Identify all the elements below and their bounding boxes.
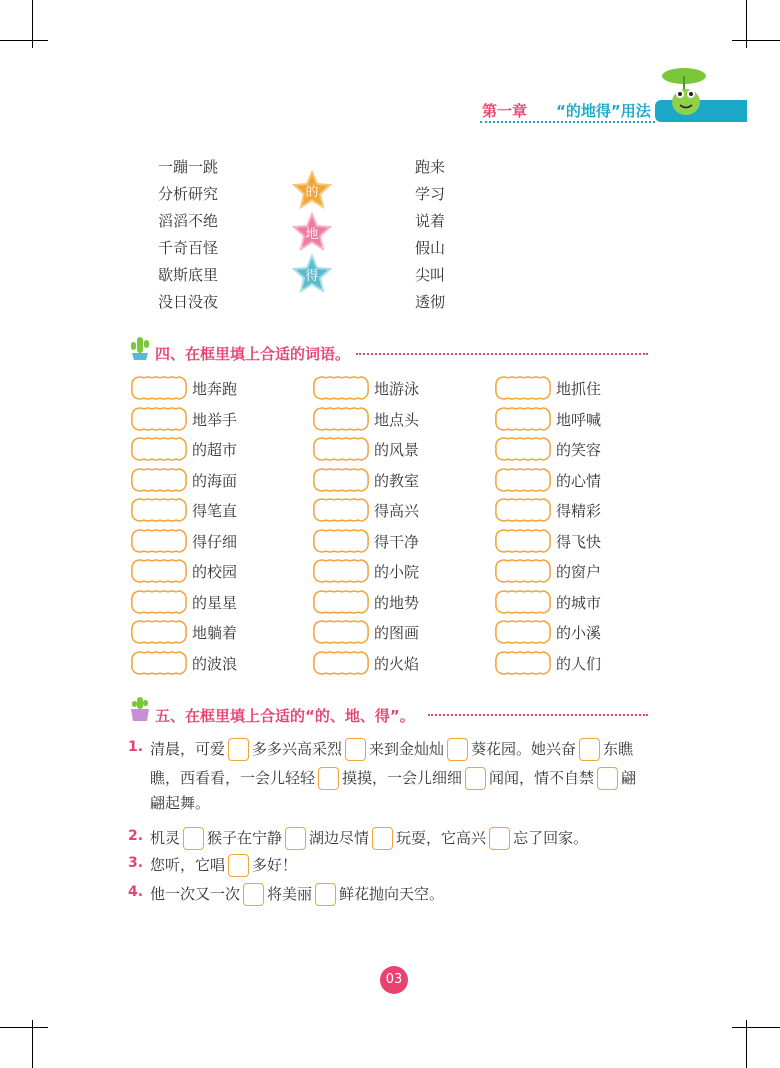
answer-blank[interactable] [183, 827, 204, 850]
match-right-word: 透彻 [415, 293, 446, 311]
crop-mark [32, 0, 33, 48]
answer-blank[interactable] [372, 827, 393, 850]
word-suffix: 的笑容 [556, 441, 602, 459]
answer-blank[interactable] [243, 883, 264, 906]
wavy-answer-box[interactable] [130, 437, 188, 461]
wavy-answer-box[interactable] [494, 559, 552, 583]
answer-blank[interactable] [489, 827, 510, 850]
word-suffix: 的图画 [374, 624, 420, 642]
header-divider [480, 121, 655, 123]
wavy-answer-box[interactable] [494, 651, 552, 675]
wavy-answer-box[interactable] [494, 468, 552, 492]
sentence-line [150, 790, 210, 815]
word-suffix: 的窗户 [556, 563, 602, 581]
word-suffix: 地举手 [192, 410, 238, 429]
wavy-answer-box[interactable] [130, 376, 188, 400]
sentence-line [150, 852, 297, 877]
wavy-answer-box[interactable] [312, 468, 370, 492]
answer-blank[interactable] [228, 738, 249, 761]
wavy-answer-box[interactable] [312, 559, 370, 583]
wavy-answer-box[interactable] [130, 559, 188, 583]
word-suffix: 的校园 [192, 563, 238, 581]
section-divider [356, 353, 648, 355]
match-right-word: 假山 [415, 239, 446, 257]
star-di-icon [292, 212, 332, 252]
wavy-answer-box[interactable] [130, 651, 188, 675]
section-4-title: 四、在框里填上合适的词语。 [155, 345, 351, 363]
sentence-text: 翩 [621, 769, 637, 787]
sentence-text: 多多兴高采烈 [252, 740, 343, 758]
star-label: 的 [305, 185, 319, 200]
crop-mark [0, 1027, 48, 1028]
cactus-icon [128, 333, 152, 361]
match-left-word: 分析研究 [158, 185, 219, 203]
word-suffix: 得高兴 [374, 502, 420, 520]
word-suffix: 的城市 [556, 593, 602, 612]
match-left-word: 一蹦一跳 [158, 158, 219, 176]
wavy-answer-box[interactable] [130, 529, 188, 553]
word-suffix: 的火焰 [374, 654, 420, 673]
sentence-line [150, 825, 588, 850]
word-suffix: 得干净 [374, 532, 420, 551]
sentence-text: 将美丽 [267, 885, 313, 903]
wavy-answer-box[interactable] [312, 498, 370, 522]
sentence-text: 翩起舞。 [150, 794, 211, 812]
wavy-answer-box[interactable] [494, 590, 552, 614]
sentence-text: 来到金灿灿 [369, 740, 445, 758]
item-number: 3. [128, 855, 144, 871]
wavy-answer-box[interactable] [312, 407, 370, 431]
answer-blank[interactable] [597, 767, 618, 790]
frog-mascot-icon [656, 64, 712, 120]
word-suffix: 的小溪 [556, 624, 602, 642]
wavy-answer-box[interactable] [130, 620, 188, 644]
sentence-line [150, 736, 633, 761]
star-label: 地 [305, 227, 319, 242]
wavy-answer-box[interactable] [130, 590, 188, 614]
match-left-word: 歇斯底里 [158, 266, 219, 284]
sentence-text: 湖边尽情 [309, 829, 370, 847]
word-suffix: 的星星 [192, 593, 238, 612]
item-number: 1. [128, 739, 144, 755]
match-right-word: 说着 [415, 212, 446, 230]
wavy-answer-box[interactable] [312, 376, 370, 400]
word-suffix: 的小院 [374, 563, 420, 581]
match-right-word: 学习 [415, 185, 446, 203]
wavy-answer-box[interactable] [312, 437, 370, 461]
crop-mark [732, 40, 780, 41]
word-suffix: 地游泳 [374, 380, 420, 398]
answer-blank[interactable] [345, 738, 366, 761]
word-suffix: 的心情 [556, 471, 602, 490]
word-suffix: 的风景 [374, 441, 420, 459]
sentence-text: 摸摸，一会儿细细 [342, 769, 463, 787]
answer-blank[interactable] [228, 854, 249, 877]
word-suffix: 地躺着 [192, 624, 238, 642]
chapter-label: 第一章 [482, 102, 528, 120]
sentence-text: 他一次又一次 [150, 885, 241, 903]
wavy-answer-box[interactable] [130, 407, 188, 431]
section-5-title: 五、在框里填上合适的“的、地、得”。 [155, 707, 415, 725]
crop-mark [32, 1020, 33, 1068]
match-right-word: 跑来 [415, 158, 446, 176]
word-suffix: 地抓住 [556, 380, 602, 398]
star-de-icon [292, 170, 332, 210]
wavy-answer-box[interactable] [494, 376, 552, 400]
match-left-word: 没日没夜 [158, 293, 219, 311]
word-suffix: 得精彩 [556, 502, 602, 520]
cactus-pot-icon [128, 695, 152, 723]
sentence-text: 机灵 [150, 829, 181, 847]
word-suffix: 的波浪 [192, 654, 238, 673]
answer-blank[interactable] [318, 767, 339, 790]
wavy-answer-box[interactable] [312, 529, 370, 553]
word-suffix: 的地势 [374, 593, 420, 612]
wavy-answer-box[interactable] [130, 468, 188, 492]
crop-mark [746, 1020, 747, 1068]
sentence-text: 鲜花抛向天空。 [339, 885, 445, 903]
item-number: 4. [128, 884, 144, 900]
word-suffix: 地呼喊 [556, 410, 602, 429]
sentence-text: 闻闻，情不自禁 [489, 769, 595, 787]
sentence-text: 猴子在宁静 [207, 829, 283, 847]
star-dei-icon [292, 254, 332, 294]
sentence-line [150, 881, 444, 906]
crop-mark [0, 40, 48, 41]
sentence-text: 瞧，西看看，一会儿轻轻 [150, 769, 316, 787]
answer-blank[interactable] [315, 883, 336, 906]
wavy-answer-box[interactable] [130, 498, 188, 522]
word-suffix: 的教室 [374, 471, 420, 490]
sentence-text: 多好！ [252, 856, 298, 874]
sentence-line [150, 765, 636, 790]
wavy-answer-box[interactable] [494, 407, 552, 431]
word-suffix: 的超市 [192, 441, 238, 459]
sentence-text: 葵花园。她兴奋 [471, 740, 577, 758]
word-suffix: 的海面 [192, 471, 238, 490]
answer-blank[interactable] [447, 738, 468, 761]
wavy-answer-box[interactable] [312, 590, 370, 614]
word-suffix: 的人们 [556, 654, 602, 673]
wavy-answer-box[interactable] [494, 529, 552, 553]
chapter-title: “的地得”用法 [556, 102, 651, 120]
match-left-word: 千奇百怪 [158, 239, 219, 257]
word-suffix: 地点头 [374, 410, 420, 429]
star-label: 得 [305, 269, 319, 284]
section-divider [428, 714, 648, 716]
crop-mark [746, 0, 747, 48]
word-suffix: 得笔直 [192, 502, 238, 520]
word-suffix: 地奔跑 [192, 380, 238, 398]
item-number: 2. [128, 828, 144, 844]
wavy-answer-box[interactable] [312, 651, 370, 675]
sentence-text: 玩耍，它高兴 [396, 829, 487, 847]
wavy-answer-box[interactable] [494, 498, 552, 522]
crop-mark [732, 1027, 780, 1028]
sentence-text: 忘了回家。 [513, 829, 589, 847]
match-left-word: 滔滔不绝 [158, 212, 219, 230]
wavy-answer-box[interactable] [494, 437, 552, 461]
word-suffix: 得飞快 [556, 532, 602, 551]
match-right-word: 尖叫 [415, 266, 446, 284]
page-number: 03 [380, 966, 408, 994]
answer-blank[interactable] [579, 738, 600, 761]
sentence-text: 清晨，可爱 [150, 740, 226, 758]
wavy-answer-box[interactable] [494, 620, 552, 644]
sentence-text: 东瞧 [603, 740, 634, 758]
sentence-text: 您听，它唱 [150, 856, 226, 874]
wavy-answer-box[interactable] [312, 620, 370, 644]
answer-blank[interactable] [465, 767, 486, 790]
answer-blank[interactable] [285, 827, 306, 850]
word-suffix: 得仔细 [192, 532, 238, 551]
